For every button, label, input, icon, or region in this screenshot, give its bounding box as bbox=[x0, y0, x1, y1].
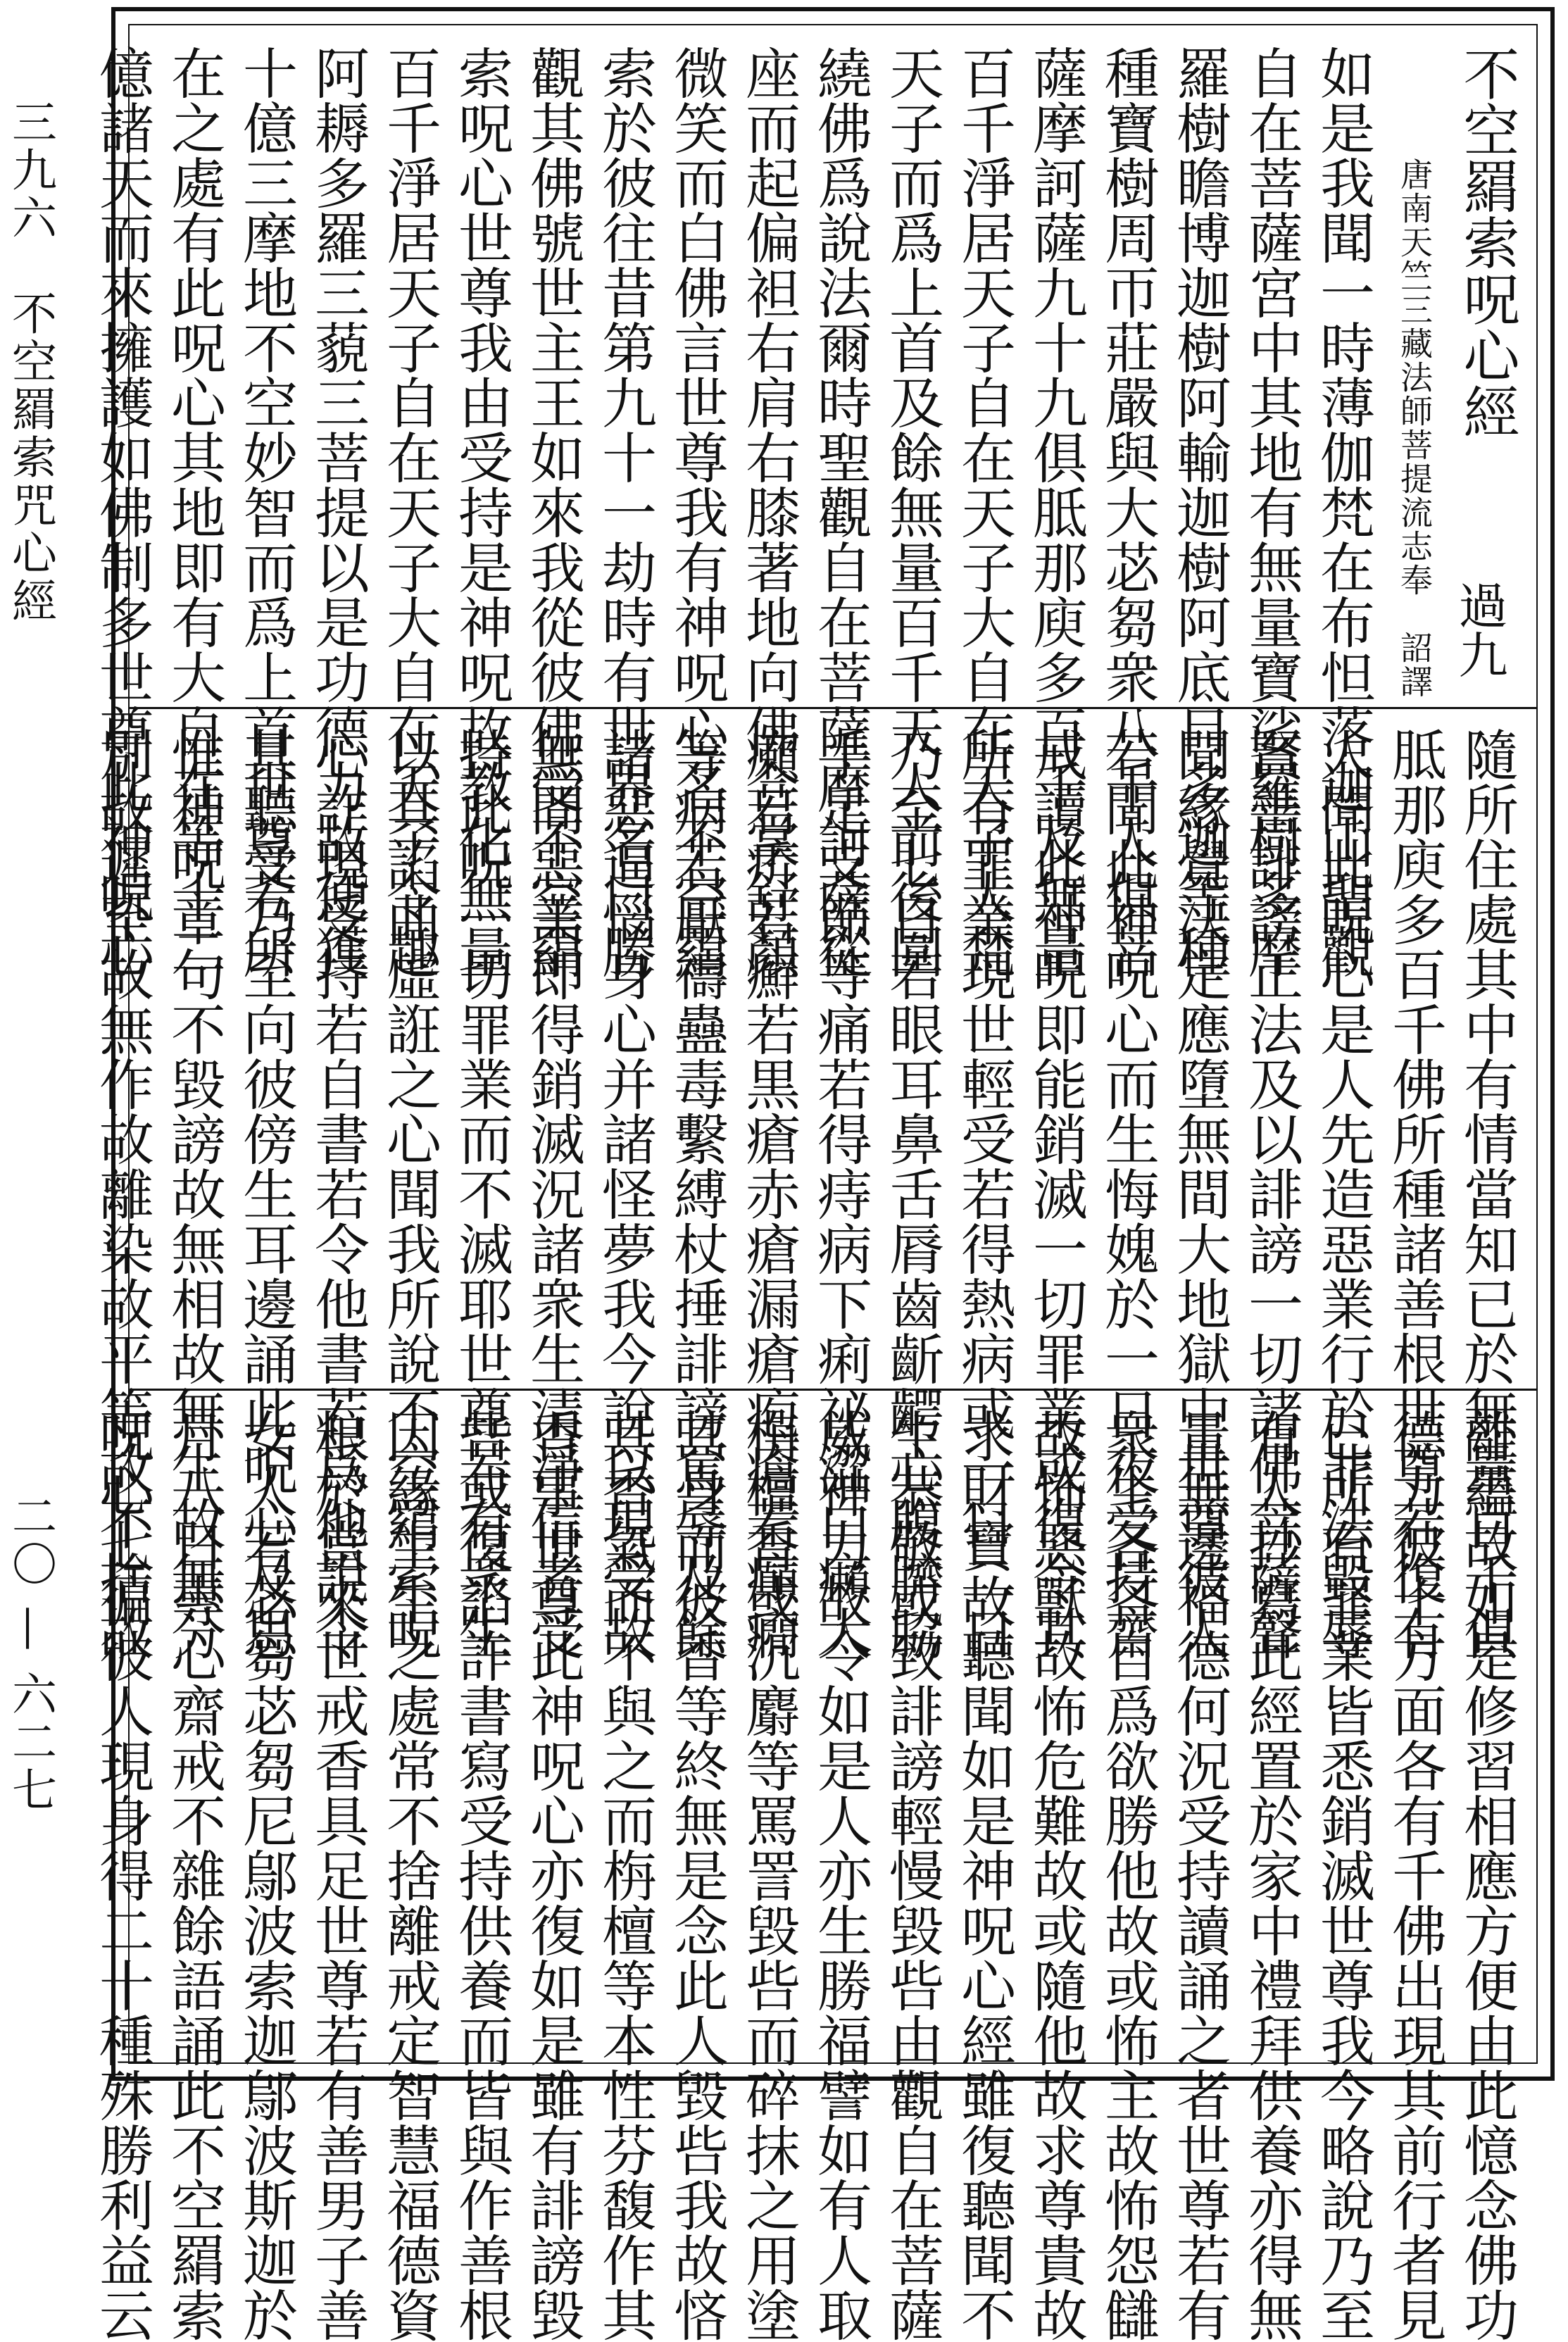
text-line: 其聽受乃至向彼傍生耳邊誦此呪心及思 bbox=[234, 727, 297, 1660]
text-area bbox=[90, 24, 1538, 2342]
text-line: 索呪心世尊我由受持是神呪故教化無量 bbox=[449, 45, 513, 979]
text-line: 惟神呪章句不毀謗故無相故無生故無分 bbox=[162, 727, 225, 1660]
text-line: 自在菩薩宮中其地有無量寶娑羅樹多摩 bbox=[1239, 45, 1303, 979]
text-line: 所有罪業現世輕受若得熱病或一日二日 bbox=[952, 727, 1015, 1660]
volume-tag: 過九 bbox=[1450, 580, 1508, 679]
text-line: 聞緣覺決定應墮無間大地獄中世尊彼人 bbox=[1167, 727, 1231, 1660]
text-line: 索於彼往昔第九十一劫時有世界名曰勝 bbox=[593, 45, 656, 979]
text-line: 呰或復諂詐書寫受持供養而皆與作善根 bbox=[449, 1408, 513, 2342]
text-line: 離蘊故如是修習相應方便由此憶念佛功 bbox=[1455, 1408, 1518, 2342]
text-line: 癩若疥若癬若黒瘡赤瘡漏瘡疱瘡若癲癇 bbox=[736, 727, 800, 1660]
translator-line: 唐南天竺三藏法師菩提流志奉 詔譯 bbox=[1395, 158, 1434, 699]
text-line: 種寶樹周帀莊嚴與大苾芻衆八千人俱菩 bbox=[1096, 45, 1159, 979]
text-line: 已所有罪業皆悉銷滅世尊我今略說乃至 bbox=[1311, 1408, 1374, 2342]
text-line: 十億三摩地不空妙智而爲上首世尊若所 bbox=[234, 45, 297, 979]
text-line: 如是我聞一時薄伽梵在布怛落迦山聖觀 bbox=[1311, 45, 1374, 979]
register-top bbox=[90, 25, 1536, 979]
text-line: 呪心七徧彼人現身得二十種殊勝利益云 bbox=[90, 1408, 153, 2342]
text-line: 乃至七日若眼耳鼻舌脣齒齗齶心腹臍脇 bbox=[880, 727, 943, 1660]
text-line: 衆生各各自爲欲勝他故或怖主故怖怨讎 bbox=[1096, 1408, 1159, 2342]
text-line: 因緣生生之處常不捨離戒定智慧福德資 bbox=[377, 1408, 441, 2342]
text-line: 別故遲至故無作故離染故平等故不捨故 bbox=[90, 727, 153, 1660]
running-title-text: 三九六 不空羂索咒心經 bbox=[4, 99, 56, 625]
register-bottom-columns bbox=[90, 1389, 1536, 2342]
text-line: 威神力故令如是人亦生勝福譬如有人取 bbox=[808, 1408, 872, 2342]
text-line: 賢善誹謗正法及以誹謗一切諸佛菩薩聲 bbox=[1239, 727, 1303, 1660]
text-line: 香事世尊此神呪心亦復如是雖有誹謗毀 bbox=[521, 1408, 584, 2342]
register-middle-columns bbox=[90, 707, 1536, 1660]
text-line: 求財寶故聽聞如是神呪心經雖復聽聞不 bbox=[952, 1408, 1015, 2342]
text-line: 量無邊福德何況受持讀誦之者世尊若有 bbox=[1167, 1408, 1231, 2342]
text-line: 微笑而白佛言世尊我有神呪心名不空羂 bbox=[665, 45, 728, 979]
register-bottom bbox=[90, 1389, 1536, 2342]
text-line: 其身而彼香等終無是念此人毀呰我故悋 bbox=[665, 1408, 728, 2342]
page-number-text: 二〇 — 六二七 bbox=[4, 1493, 56, 1815]
text-line: 女人若苾芻苾芻尼鄔波索迦鄔波斯迦於 bbox=[234, 1408, 297, 2342]
text-line: 百千淨居天子自在天子大自在天子大梵 bbox=[952, 45, 1015, 979]
text-line: 座而起偏袒右肩右膝著地向佛合掌舒顏 bbox=[736, 45, 800, 979]
text-line: 人聞此呪心是人先造惡業行於非法毀辱 bbox=[1311, 727, 1374, 1660]
text-line: 栴檀香或沉麝等罵詈毀呰而碎抹之用塗 bbox=[736, 1408, 800, 2342]
text-line: 阿耨多羅三藐三菩提以是功德力故便獲 bbox=[306, 45, 369, 979]
text-line: 德力彼十方面各有千佛出現其前行者見 bbox=[1383, 1408, 1446, 2342]
text-line: 無間惡業即得銷滅況諸衆生清淨信者受 bbox=[521, 727, 584, 1660]
text-line: 隨所住處其中有情當知已於無量百千俱 bbox=[1455, 727, 1518, 1660]
text-line: 持此呪一切罪業而不滅耶世尊若有衆生 bbox=[449, 727, 513, 1660]
text-line: 天子而爲上首及餘無量百千天人前後圍 bbox=[880, 45, 943, 979]
text-line: 百千淨居天子自在天子大自在天子令趣 bbox=[377, 45, 441, 979]
text-line: 生恭敬或致誹謗輕慢毀呰由觀自在菩薩 bbox=[880, 1408, 943, 2342]
sutra-title: 不空羂索呪心經 bbox=[1454, 45, 1519, 439]
text-line: 億諸天而來擁護如佛制多世尊此神呪心 bbox=[90, 45, 153, 979]
text-line: 在之處有此呪心其地即有大自在等十二 bbox=[162, 45, 225, 979]
text-line: 諸惡逼惱身心并諸怪夢我今說以現受故 bbox=[593, 727, 656, 1660]
left-margin-running-title bbox=[6, 99, 55, 625]
text-line: 手足支節等痛若得痔病下痢祕澀白癩大 bbox=[808, 727, 872, 1660]
text-line: 羅樹瞻博迦樹阿輸迦樹阿底目多迦等種 bbox=[1167, 45, 1231, 979]
text-line: 月八日專心齋戒不雜餘語誦此不空羂索 bbox=[162, 1408, 225, 2342]
page-frame bbox=[90, 7, 1555, 2342]
text-line: 故怖惡獸故怖危難故或隨他故求尊貴故 bbox=[1024, 1408, 1087, 2342]
text-line: 以其諂曲虛誑之心聞我所說不空羂索呪 bbox=[377, 727, 441, 1660]
text-line: 戒讀此神呪即能銷滅一切罪業或復令其 bbox=[1024, 727, 1087, 1660]
text-line: 若聞此神呪心而生悔媿於一日夜受持齋 bbox=[1096, 727, 1159, 1660]
text-line: 其香氣而不與之而栴檀等本性芬馥作其 bbox=[593, 1408, 656, 2342]
text-line: 薩摩訶薩九十九俱胝那庾多百千及無量 bbox=[1024, 45, 1087, 979]
left-margin-page-number bbox=[6, 1493, 55, 1815]
text-line: 胝那庾多百千佛所種諸善根世尊若復有 bbox=[1383, 727, 1446, 1660]
text-line: 等病若厭禱蠱毒繫縛杖捶誹謗罵辱及餘 bbox=[665, 727, 728, 1660]
text-line: 觀其佛號世主王如來我從彼佛受不空羂 bbox=[521, 45, 584, 979]
text-line: 粮於當來世戒香具足世尊若有善男子善 bbox=[306, 1408, 369, 2342]
text-line: 有人抄寫此經置於家中禮拜供養亦得無 bbox=[1239, 1408, 1303, 2342]
register-middle bbox=[90, 707, 1536, 1660]
text-line: 心詐現受持若自書若令他書若爲他說令 bbox=[306, 727, 369, 1660]
text-line: 繞佛爲說法爾時聖觀自在菩薩摩訶薩從 bbox=[808, 45, 872, 979]
register-top-columns bbox=[90, 25, 1536, 979]
